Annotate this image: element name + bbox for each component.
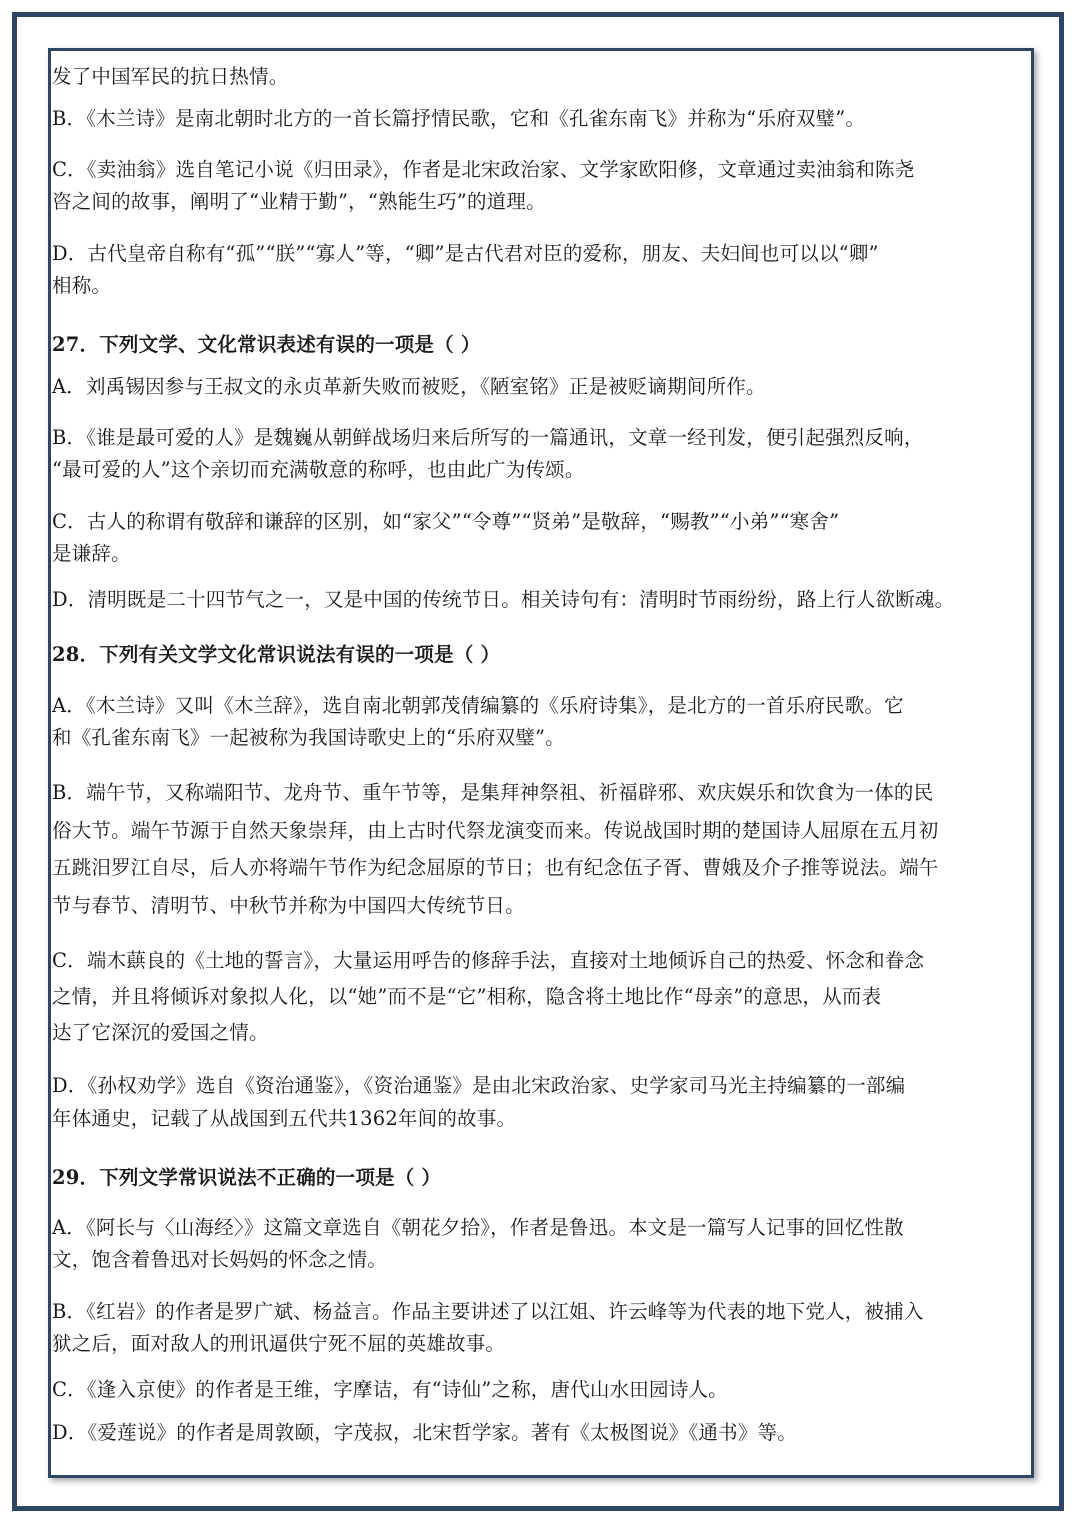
- option-c: C．古人的称谓有敬辞和谦辞的区别，如“家父”“令尊”“贤弟”是敬辞，“赐教”“小弟”“寒舍”: [52, 510, 840, 533]
- text-line: 文，饱含着鲁迅对长妈妈的怀念之情。: [52, 1248, 387, 1271]
- option-b: B．端午节，又称端阳节、龙舟节、重午节等，是集拜神祭祖、祈福辟邪、欢庆娱乐和饮食为一体的民: [52, 781, 934, 804]
- option-b: B．《谁是最可爱的人》是魏巍从朝鲜战场归来后所写的一篇通讯，文章一经刊发，便引起强烈反响，: [52, 426, 924, 449]
- text-line: 五跳汨罗江自尽，后人亦将端午节作为纪念屈原的节日；也有纪念伍子胥、曹娥及介子推等说法。端午: [52, 856, 939, 879]
- option-b: B．《木兰诗》是南北朝时北方的一首长篇抒情民歌，它和《孔雀东南飞》并称为“乐府双璧”。: [52, 107, 866, 130]
- option-d: D．古代皇帝自称有“孤”“朕”“寡人”等，“卿”是古代君对臣的爱称，朋友、夫妇间也可以以“卿”: [52, 242, 879, 265]
- option-c: C．《逢入京使》的作者是王维，字摩诘，有“诗仙”之称，唐代山水田园诗人。: [52, 1378, 728, 1401]
- option-b: B．《红岩》的作者是罗广斌、杨益言。作品主要讲述了以江姐、许云峰等为代表的地下党人，被捕入: [52, 1300, 924, 1323]
- text-line: “最可爱的人”这个亲切而充满敬意的称呼，也由此广为传颂。: [52, 458, 585, 481]
- text-line: 之情，并且将倾诉对象拟人化，以“她”而不是“它”相称，隐含将土地比作“母亲”的意思，从而表: [52, 985, 882, 1008]
- text-line: 相称。: [52, 274, 112, 297]
- question-28-title: 28．下列有关文学文化常识说法有误的一项是（ ）: [52, 643, 501, 666]
- text-line: 节与春节、清明节、中秋节并称为中国四大传统节日。: [52, 894, 525, 917]
- text-line: 和《孔雀东南飞》一起被称为我国诗歌史上的“乐府双璧”。: [52, 726, 565, 749]
- text-line: 年体通史，记载了从战国到五代共1362年间的故事。: [52, 1107, 517, 1130]
- option-c: C．《卖油翁》选自笔记小说《归田录》，作者是北宋政治家、文学家欧阳修，文章通过卖油翁和陈尧: [52, 158, 915, 181]
- question-27-title: 27．下列文学、文化常识表述有误的一项是（ ）: [52, 333, 481, 356]
- option-a: A．《木兰诗》又叫《木兰辞》，选自南北朝郭茂倩编纂的《乐府诗集》，是北方的一首乐府民歌。它: [52, 694, 904, 717]
- text-line: 是谦辞。: [52, 542, 131, 565]
- option-a: A．《阿长与〈山海经〉》这篇文章选自《朝花夕拾》，作者是鲁迅。本文是一篇写人记事的回忆性散: [52, 1216, 904, 1239]
- option-d: D．《爱莲说》的作者是周敦颐，字茂叔，北宋哲学家。著有《太极图说》《通书》等。: [52, 1421, 797, 1444]
- question-29-title: 29．下列文学常识说法不正确的一项是（ ）: [52, 1166, 442, 1189]
- text-line: 俗大节。端午节源于自然天象崇拜，由上古时代祭龙演变而来。传说战国时期的楚国诗人屈原在五月初: [52, 819, 939, 842]
- text-line: 达了它深沉的爱国之情。: [52, 1021, 269, 1044]
- option-d: D．清明既是二十四节气之一，又是中国的传统节日。相关诗句有：清明时节雨纷纷，路上行人欲断魂。: [52, 588, 955, 611]
- option-d: D．《孙权劝学》选自《资治通鉴》，《资治通鉴》是由北宋政治家、史学家司马光主持编纂的一部编: [52, 1074, 906, 1097]
- text-line: 狱之后，面对敌人的刑讯逼供宁死不屈的英雄故事。: [52, 1332, 506, 1355]
- option-c: C．端木蕻良的《土地的誓言》，大量运用呼告的修辞手法，直接对土地倾诉自己的热爱、怀念和眷念: [52, 949, 925, 972]
- text-line: 发了中国军民的抗日热情。: [52, 65, 289, 88]
- text-line: 咨之间的故事，阐明了“业精于勤”，“熟能生巧”的道理。: [52, 190, 546, 213]
- option-a: A．刘禹锡因参与王叔文的永贞革新失败而被贬，《陋室铭》正是被贬谪期间所作。: [52, 375, 766, 398]
